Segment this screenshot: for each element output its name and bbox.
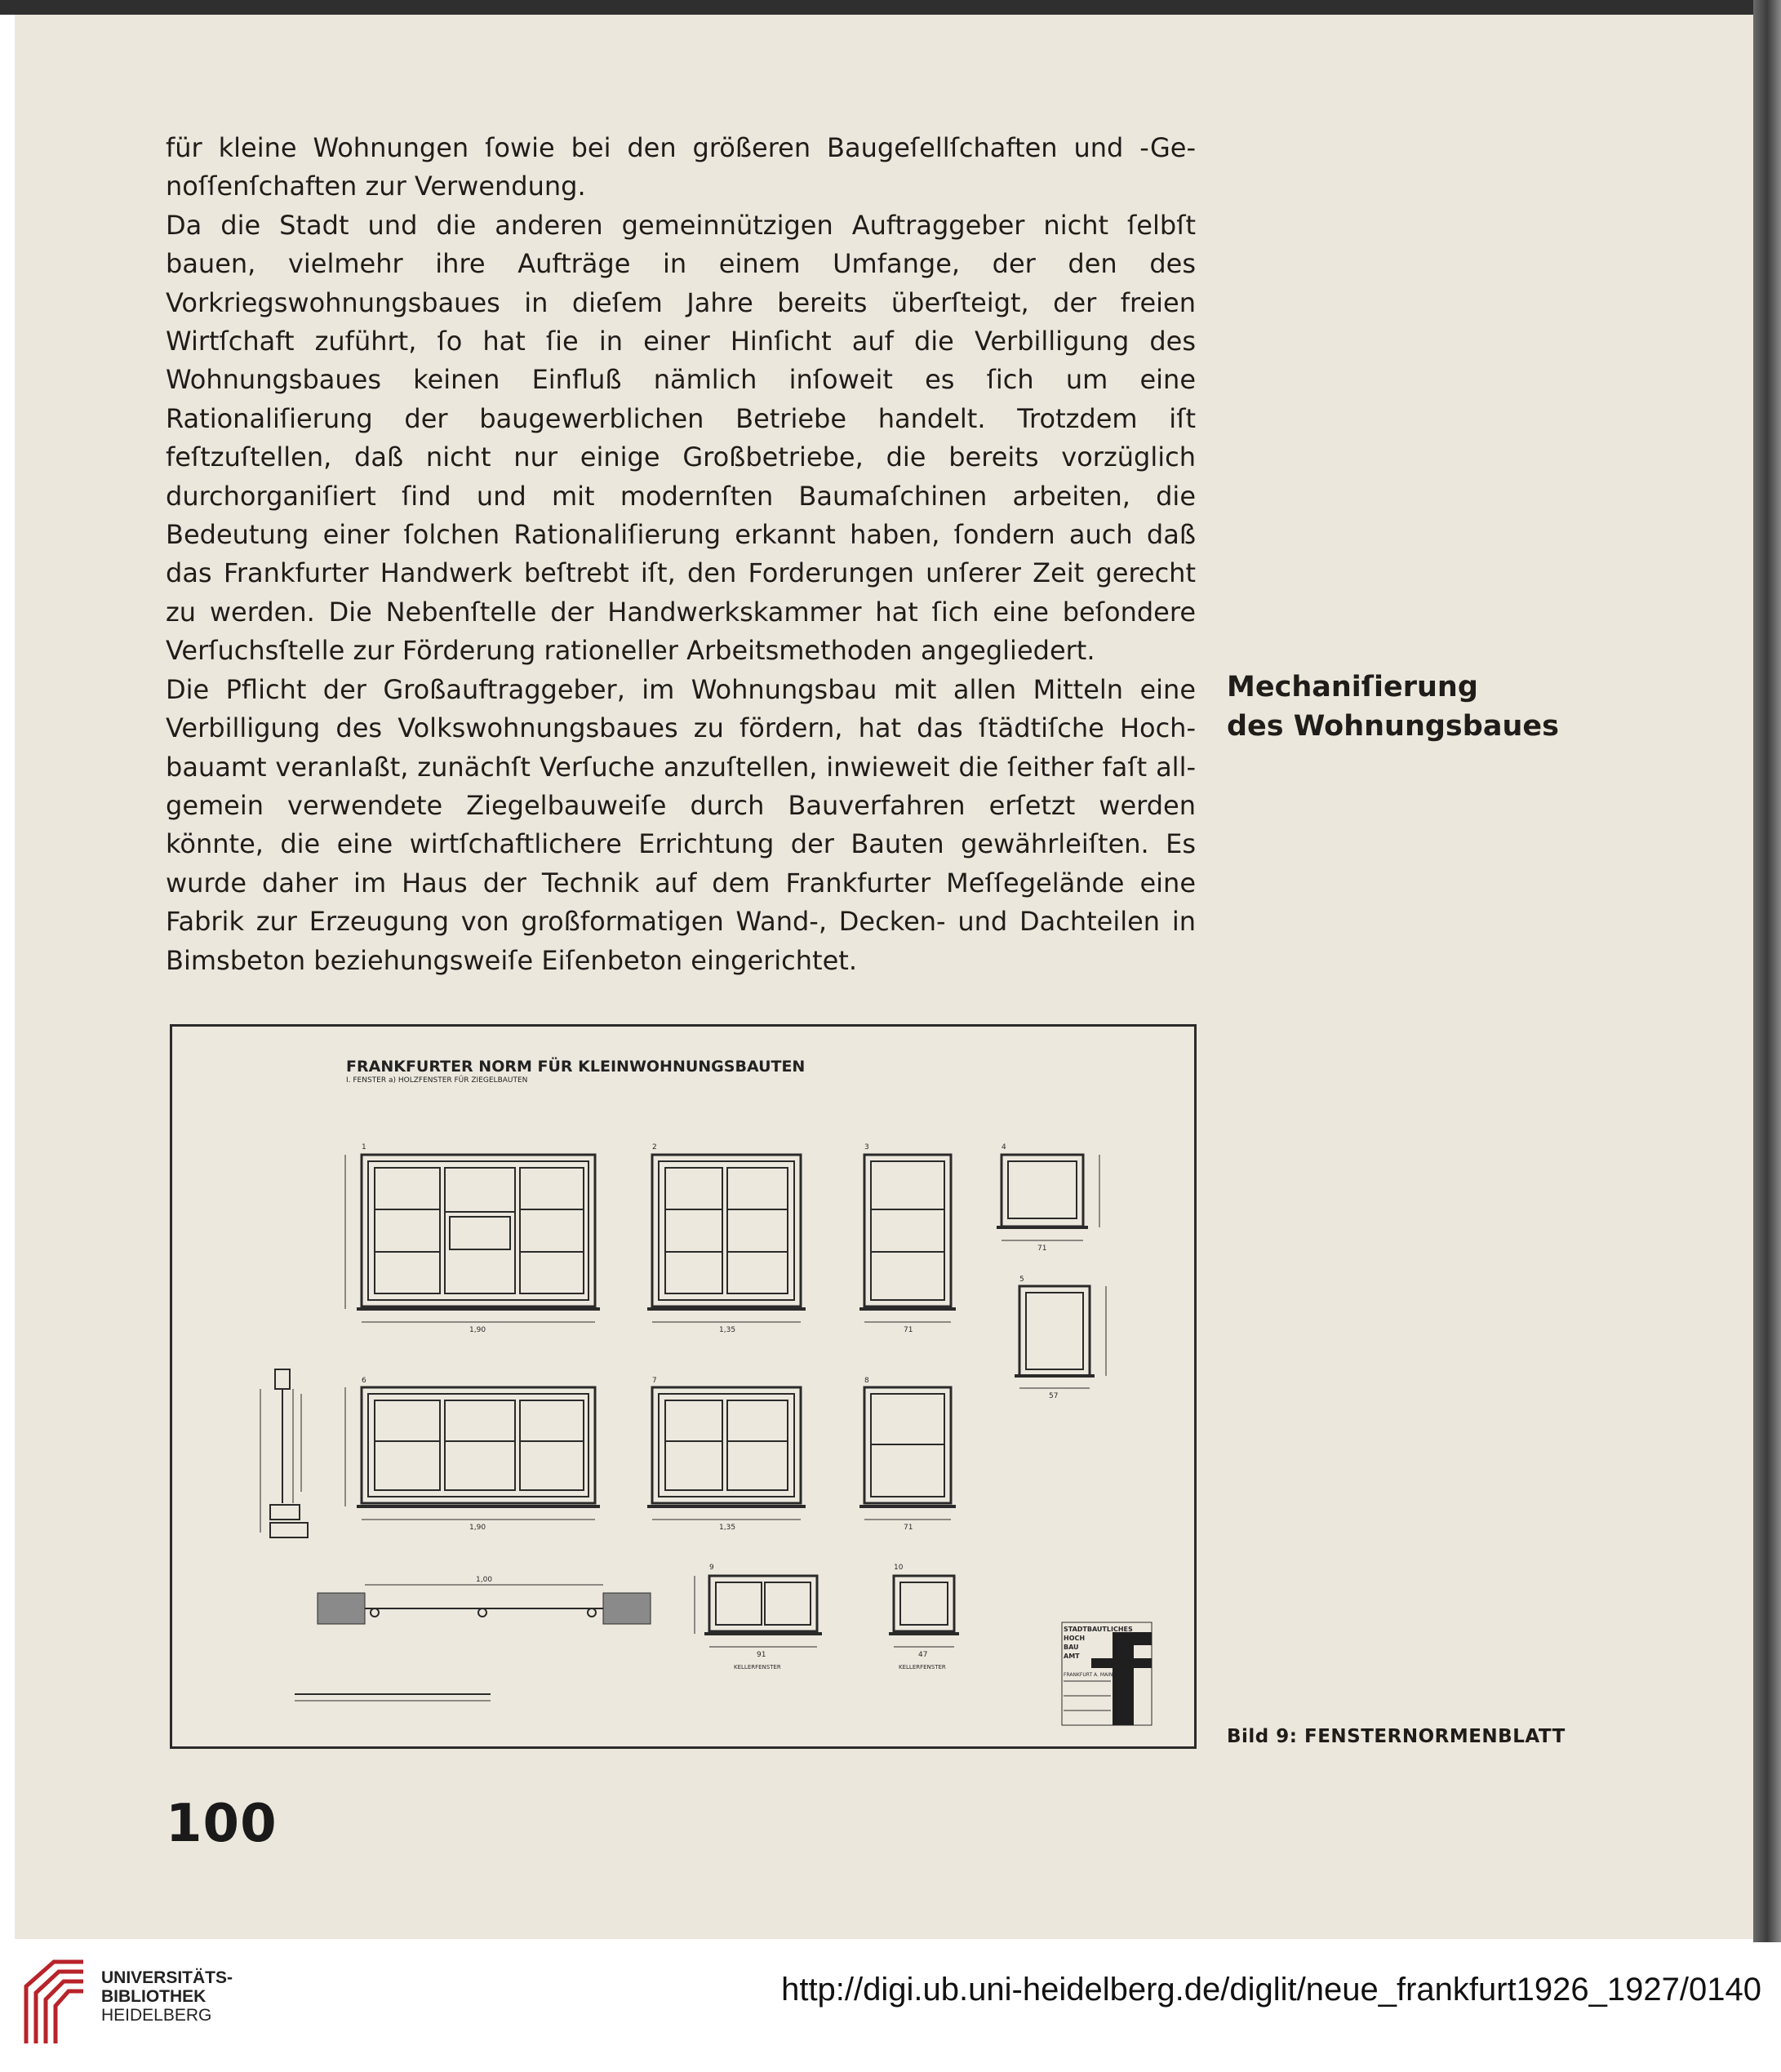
paragraph-3: Die Pflicht der Großauftraggeber, im Wohnungsbau mit allen Mitteln eine Verbilligung des Volkswohnungsbaues zu fördern, hat das ſtädtiſche Hochbauamt veranlaßt, zunächſt Verſuche anzuſtellen, inwieweit die ſeither faſt allgemein verwendete Ziegelbauweiſe durch Bauverfahren erſetzt werden könnte, die eine wirtſchaftlichere Errichtung der Bauten gewährleiſten. Es wurde daher im Haus der Technik auf dem Frankfurter Meſſegelände eine Fabrik zur Erzeugung von großformatigen Wand-, Decken- und Dachteilen in Bimsbeton beziehungsweiſe Eiſenbeton eingerichtet.: [166, 673, 1196, 976]
margin-heading-line-1: Mechaniſierung: [1227, 671, 1478, 703]
viewer-footer: [0, 1942, 1781, 2072]
dimension-w5: 57: [1049, 1392, 1059, 1400]
window-plan-view: [318, 1585, 651, 1624]
window-number-5: 5: [1019, 1276, 1024, 1284]
dimension-w2: 1,35: [719, 1326, 736, 1334]
cellar-label-10: KELLERFENSTER: [899, 1664, 946, 1670]
paragraph-1: für kleine Wohnungen ſowie bei den größeren Baugeſellſchaften und -Genoſſenſchaften zur Verwendung.: [166, 132, 1196, 202]
library-name-line-2: BIBLIOTHEK: [101, 1987, 207, 2006]
window-8-drawing: [859, 1387, 956, 1520]
drawing-subtitle: I. FENSTER a) HOLZFENSTER FÜR ZIEGELBAUTEN: [346, 1076, 528, 1085]
window-number-6: 6: [362, 1377, 366, 1385]
dimension-plan: 1,00: [476, 1576, 493, 1584]
dimension-w9: 91: [757, 1651, 766, 1659]
window-5-drawing: [1015, 1286, 1106, 1388]
paragraph-2: Da die Stadt und die anderen gemeinnützigen Auftraggeber nicht ſelbſt bauen, vielmehr ihre Aufträge in einem Umfange, der den des Vorkriegswohnungsbaues in dieſem Jahre bereits überſteigt, der freien Wirtſchaft zuführt, ſo hat ſie in einer Hinſicht auf die Verbilligung des Wohnungsbaues keinen Einfluß nämlich inſoweit es ſich um eine Rationaliſierung der baugewerblichen Betriebe handelt. Trotzdem iſt feſtzuſtellen, daß nicht nur einige Großbetriebe, die bereits vorzüglich durchorganiſiert ſind und mit modernſten Baumaſchinen arbeiten, die Bedeutung einer ſolchen Rationaliſierung erkannt haben, ſondern auch daß das Frankfurter Handwerk beſtrebt iſt, den Forderungen unſerer Zeit gerecht zu werden. Die Nebenſtelle der Handwerkskammer hat ſich eine beſondere Verſuchsſtelle zur Förderung rationeller Arbeitsmethoden angegliedert.: [166, 209, 1196, 667]
library-name-line-3: HEIDELBERG: [101, 2006, 212, 2025]
stamp-city: FRANKFURT A. MAIN: [1064, 1672, 1113, 1678]
window-1-drawing: [345, 1155, 600, 1322]
figure-caption: Bild 9: FENSTERNORMENBLATT: [1227, 1726, 1566, 1747]
window-number-1: 1: [362, 1143, 366, 1151]
margin-heading-line-2: des Wohnungsbaues: [1227, 710, 1559, 743]
drawing-linework: [172, 1027, 1194, 1746]
stamp-line-2: HOCH: [1064, 1635, 1086, 1642]
window-number-7: 7: [652, 1377, 657, 1385]
window-number-10: 10: [894, 1564, 904, 1572]
stamp-line-3: BAU: [1064, 1644, 1079, 1651]
library-name: [101, 1968, 233, 2025]
book-spine-edge: [1753, 0, 1781, 1942]
dimension-w1: 1,90: [469, 1326, 486, 1334]
dimension-w6: 1,90: [469, 1524, 486, 1532]
stamp-line-1: STADTBAUTLICHES: [1064, 1626, 1133, 1633]
window-2-drawing: [647, 1155, 806, 1322]
window-number-3: 3: [864, 1143, 869, 1151]
window-7-drawing: [647, 1387, 806, 1520]
window-number-9: 9: [709, 1564, 714, 1572]
library-logo-icon: [18, 1954, 93, 2052]
permalink-url[interactable]: http://digi.ub.uni-heidelberg.de/diglit/neue_frankfurt1926_1927/0140: [781, 1972, 1761, 2008]
window-3-drawing: [859, 1155, 956, 1322]
window-10-drawing: [889, 1576, 959, 1647]
window-4-drawing: [997, 1155, 1099, 1240]
scan-top-edge: [0, 0, 1781, 15]
window-standards-drawing: [170, 1024, 1197, 1749]
dimension-w4: 71: [1037, 1245, 1047, 1253]
dimension-w8: 71: [904, 1524, 913, 1532]
window-number-4: 4: [1002, 1143, 1006, 1151]
body-text: [166, 129, 1196, 980]
page-number: 100: [166, 1794, 278, 1854]
window-section-detail: [260, 1369, 308, 1537]
window-6-drawing: [345, 1387, 600, 1520]
margin-heading: [1227, 668, 1570, 746]
window-number-8: 8: [864, 1377, 869, 1385]
window-9-drawing: [695, 1576, 822, 1647]
dimension-w3: 71: [904, 1326, 913, 1334]
dimension-w7: 1,35: [719, 1524, 736, 1532]
drawing-title: FRANKFURTER NORM FÜR KLEINWOHNUNGSBAUTEN: [346, 1058, 806, 1076]
cellar-label-9: KELLERFENSTER: [734, 1664, 781, 1670]
dimension-w10: 47: [918, 1651, 928, 1659]
window-number-2: 2: [652, 1143, 657, 1151]
stamp-line-4: AMT: [1064, 1653, 1080, 1660]
library-name-line-1: UNIVERSITÄTS-: [101, 1968, 233, 1987]
